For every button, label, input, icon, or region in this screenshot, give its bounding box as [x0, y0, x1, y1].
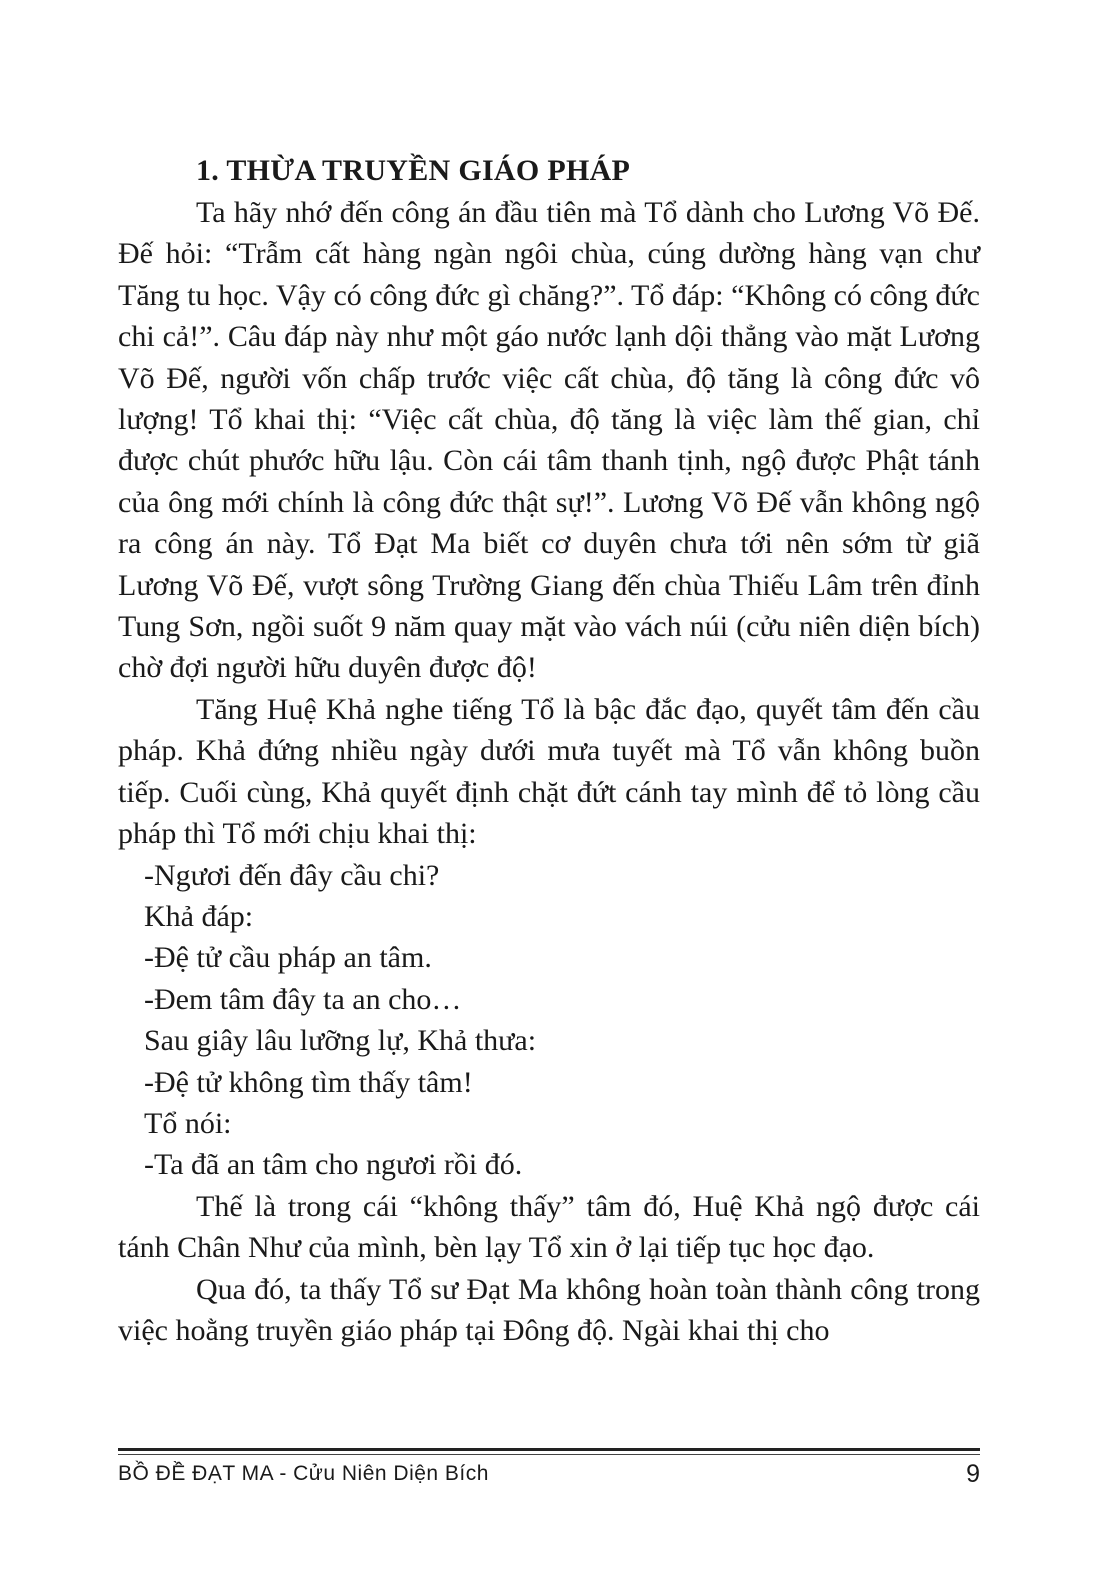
dialogue-line: -Đem tâm đây ta an cho…: [144, 982, 462, 1016]
dialogue-line: Khả đáp:: [144, 899, 254, 933]
running-footer-title: BỒ ĐỀ ĐẠT MA - Cửu Niên Diện Bích: [118, 1462, 489, 1485]
page-body: [118, 150, 980, 1351]
paragraph: Ta hãy nhớ đến công án đầu tiên mà Tổ dành cho Lương Võ Đế. Đế hỏi: “Trẫm cất hàng ngàn ngôi chùa, cúng dường hàng vạn chư Tăng tu học. Vậy có công đức gì chăng?”. Tổ đáp: “Không có công đức chi cả!”. Câu đáp này như một gáo nước lạnh dội thẳng vào mặt Lương Võ Đế, người vốn chấp trước việc cất chùa, độ tăng là công đức vô lượng! Tổ khai thị: “Việc cất chùa, độ tăng là việc làm thế gian, chỉ được chút phước hữu lậu. Còn cái tâm thanh tịnh, ngộ được Phật tánh của ông mới chính là công đức thật sự!”. Lương Võ Đế vẫn không ngộ ra công án này. Tổ Đạt Ma biết cơ duyên chưa tới nên sớm từ giã Lương Võ Đế, vượt sông Trường Giang đến chùa Thiếu Lâm trên đỉnh Tung Sơn, ngồi suốt 9 năm quay mặt vào vách núi (cửu niên diện bích) chờ đợi người hữu duyên được độ!: [118, 196, 980, 685]
paragraph: Thế là trong cái “không thấy” tâm đó, Huệ Khả ngộ được cái tánh Chân Như của mình, bèn lạy Tổ xin ở lại tiếp tục học đạo.: [118, 1189, 980, 1265]
page-number: 9: [966, 1460, 980, 1488]
dialogue-line: -Đệ tử cầu pháp an tâm.: [144, 941, 432, 975]
dialogue-line: Tổ nói:: [144, 1106, 232, 1140]
dialogue-line: -Đệ tử không tìm thấy tâm!: [144, 1065, 473, 1099]
dialogue-line: -Ngươi đến đây cầu chi?: [144, 858, 440, 892]
footer-divider-thick: [118, 1448, 980, 1451]
dialogue-line: Sau giây lâu lưỡng lự, Khả thưa:: [144, 1024, 537, 1058]
paragraph: Tăng Huệ Khả nghe tiếng Tổ là bậc đắc đạo, quyết tâm đến cầu pháp. Khả đứng nhiều ngày dưới mưa tuyết mà Tổ vẫn không buồn tiếp. Cuối cùng, Khả quyết định chặt đứt cánh tay mình để tỏ lòng cầu pháp thì Tổ mới chịu khai thị:: [118, 692, 980, 851]
footer-divider-thin: [118, 1454, 980, 1455]
section-heading: 1. THỪA TRUYỀN GIÁO PHÁP: [196, 154, 631, 187]
paragraph: Qua đó, ta thấy Tổ sư Đạt Ma không hoàn toàn thành công trong việc hoằng truyền giáo pháp tại Đông độ. Ngài khai thị cho: [118, 1272, 980, 1347]
dialogue-line: -Ta đã an tâm cho ngươi rồi đó.: [144, 1148, 523, 1182]
